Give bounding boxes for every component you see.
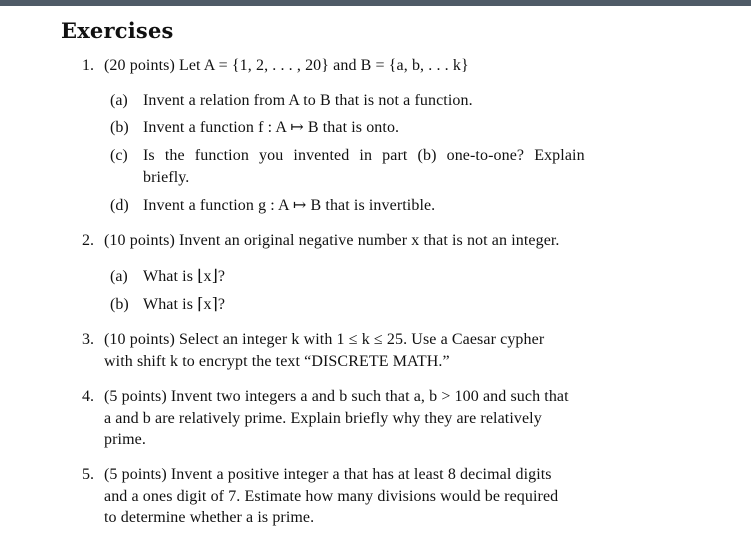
problem-3-number: 3.	[82, 331, 94, 348]
problem-3-text-line-1: (10 points) Select an integer k with 1 ≤ k ≤ 25. Use a Caesar cypher	[104, 331, 545, 348]
problem-1c-label: (c)	[110, 147, 128, 164]
problem-1c-text-line-1: Is the function you invented in part (b) one-to-one? Explain	[143, 147, 585, 164]
problem-5-text-line-3: to determine whether a is prime.	[104, 509, 315, 526]
top-border-bar	[0, 0, 751, 6]
problem-1a-label: (a)	[110, 92, 128, 109]
problem-1d-label: (d)	[110, 197, 129, 214]
problem-5-text-line-1: (5 points) Invent a positive integer a that has at least 8 decimal digits	[104, 466, 552, 483]
problem-1b-text: Invent a function f : A ↦ B that is onto.	[143, 119, 400, 136]
problem-4-text-line-3: prime.	[104, 431, 146, 448]
problem-1b-label: (b)	[110, 119, 129, 136]
problem-1d-text: Invent a function g : A ↦ B that is invertible.	[143, 197, 436, 214]
problem-2a-label: (a)	[110, 268, 128, 285]
problem-1a-text: Invent a relation from A to B that is not a function.	[143, 92, 473, 109]
problem-2b-text: What is ⌈x⌉?	[143, 296, 226, 313]
problem-2a-text: What is ⌊x⌋?	[143, 268, 226, 285]
problem-1c-text-line-2: briefly.	[143, 169, 190, 186]
problem-5-text-line-2: and a ones digit of 7. Estimate how many divisions would be required	[104, 488, 559, 505]
problem-1-text: (20 points) Let A = {1, 2, . . . , 20} and B = {a, b, . . . k}	[104, 57, 469, 74]
problem-2-number: 2.	[82, 232, 94, 249]
problem-5-number: 5.	[82, 466, 94, 483]
problem-4-text-line-1: (5 points) Invent two integers a and b such that a, b > 100 and such that	[104, 388, 569, 405]
problem-2-text: (10 points) Invent an original negative number x that is not an integer.	[104, 232, 560, 249]
problem-3-text-line-2: with shift k to encrypt the text “DISCRETE MATH.”	[104, 353, 450, 370]
problem-1-number: 1.	[82, 57, 94, 74]
problem-4-number: 4.	[82, 388, 94, 405]
problem-2b-label: (b)	[110, 296, 129, 313]
section-heading: Exercises	[61, 18, 174, 43]
problem-4-text-line-2: a and b are relatively prime. Explain briefly why they are relatively	[104, 410, 542, 427]
